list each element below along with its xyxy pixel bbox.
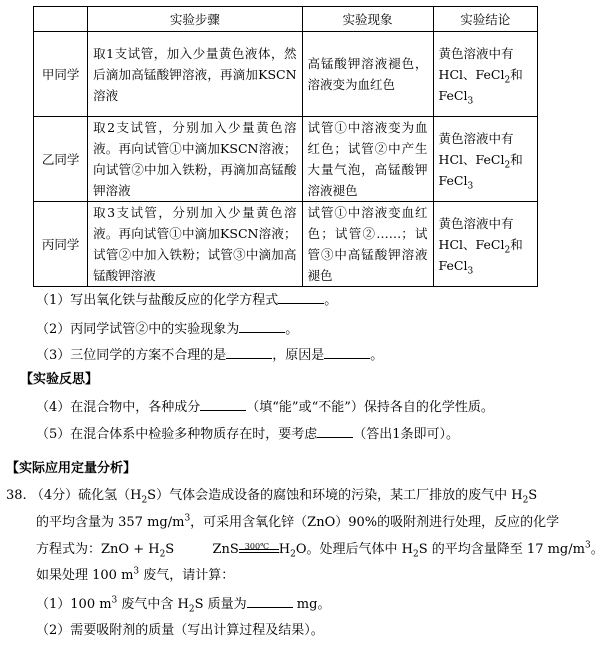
- problem-text: 方程式为：ZnO + H: [36, 542, 160, 557]
- conclusion-main: 黄色溶液中有: [438, 215, 514, 231]
- subscript: 2: [504, 245, 511, 255]
- equals-bars: [239, 549, 279, 553]
- subscript: 2: [522, 495, 529, 506]
- problem-text: ZnS: [212, 542, 239, 557]
- answer-blank[interactable]: [226, 344, 272, 359]
- answer-blank[interactable]: [247, 593, 293, 608]
- problem-text: 废气中含 H: [117, 597, 189, 612]
- table-header-row: [34, 7, 538, 32]
- subscript: 2: [413, 549, 419, 560]
- table-row: [34, 32, 538, 117]
- answer-blank[interactable]: [317, 423, 353, 438]
- question-text: （填“能”或“不能”）保持各自的化学性质。: [246, 400, 494, 415]
- problem-38-line-3: [36, 540, 604, 560]
- sub-question-2: [36, 621, 324, 641]
- answer-blank[interactable]: [324, 344, 370, 359]
- question-text: （4）在混合物中，各种成分: [36, 400, 201, 415]
- conclusion-fe: FeCl: [438, 257, 468, 273]
- phenomenon-cell: 高锰酸钾溶液褪色，溶液变为血红色: [302, 32, 433, 117]
- problem-text: S: [528, 488, 538, 503]
- reflection-title: 【实验反思】: [20, 372, 99, 387]
- answer-blank[interactable]: [278, 289, 324, 304]
- question-2: [36, 318, 298, 340]
- problem-text: 如果处理 100 m: [36, 568, 134, 583]
- problem-text: （4分）硫化氢（H: [30, 488, 142, 503]
- problem-38-line-4: [36, 566, 234, 586]
- problem-text: S: [165, 542, 175, 557]
- superscript: 3: [133, 566, 140, 577]
- problem-text: S 质量为: [194, 597, 247, 612]
- subscript: 2: [504, 160, 511, 170]
- conclusion-cell: [433, 32, 537, 117]
- problem-38-line-1: [6, 486, 537, 506]
- problem-38-line-2: [36, 513, 559, 533]
- question-text: （5）在混合体系中检验多种物质存在时，要考虑: [36, 427, 318, 442]
- question-end: 。: [370, 348, 384, 363]
- problem-text: mg。: [292, 597, 331, 612]
- conclusion-main: 黄色溶液中有: [438, 130, 514, 146]
- problem-text: （2）需要吸附剂的质量（写出计算过程及结果）。: [36, 623, 324, 638]
- subscript: 2: [159, 549, 166, 560]
- question-end: 。: [324, 293, 338, 308]
- subscript: 2: [141, 495, 148, 506]
- problem-text: 。: [590, 542, 604, 557]
- conclusion-cell: [433, 202, 537, 287]
- conclusion-hcl: HCl、FeCl: [438, 236, 505, 252]
- conclusion-main: 黄色溶液中有: [438, 45, 514, 61]
- table-row: [34, 202, 538, 287]
- subscript: 2: [504, 75, 511, 85]
- question-4: [36, 396, 494, 418]
- phenomenon-cell: 试管①中溶液变为血红色；试管②中产生大量气泡，高锰酸钾溶液褪色: [302, 117, 433, 202]
- table-row: [34, 117, 538, 202]
- steps-cell: 取3支试管，分别加入少量黄色溶液。再向试管①中滴加KSCN溶液；试管②中加入铁粉；试管③中滴加高锰酸钾溶液: [88, 202, 302, 287]
- subscript: 3: [467, 266, 474, 276]
- answer-blank[interactable]: [239, 318, 285, 333]
- student-name: 甲同学: [34, 32, 88, 117]
- reaction-condition: 300℃: [244, 541, 270, 551]
- subscript: 3: [467, 96, 474, 106]
- problem-text: O。处理后气体中 H: [295, 542, 414, 557]
- student-name: 乙同学: [34, 117, 88, 202]
- applied-title: 【实际应用定量分析】: [6, 461, 137, 476]
- answer-blank[interactable]: [200, 396, 246, 411]
- question-text: （1）写出氧化铁与盐酸反应的化学方程式: [36, 293, 279, 308]
- question-3: [36, 344, 383, 366]
- question-end: 。: [285, 322, 299, 337]
- conclusion-and: 和: [510, 236, 523, 252]
- problem-text: H: [278, 542, 291, 557]
- question-text: （答出1条即可）。: [353, 427, 460, 442]
- conclusion-and: 和: [510, 66, 523, 82]
- problem-text: 废气，请计算：: [139, 568, 235, 583]
- steps-cell: 取1支试管，加入少量黄色液体，然后滴加高锰酸钾溶液，再滴加KSCN溶液: [88, 32, 302, 117]
- header-empty: [34, 7, 88, 32]
- question-1: [36, 289, 337, 311]
- question-5: [36, 423, 459, 445]
- question-text: （3）三位同学的方案不合理的是: [36, 348, 227, 363]
- header-phenomenon: 实验现象: [302, 7, 433, 32]
- question-text: （2）丙同学试管②中的实验现象为: [36, 322, 240, 337]
- sub-question-1: [36, 593, 330, 615]
- conclusion-cell: [433, 117, 537, 202]
- problem-number: 38.: [6, 488, 27, 503]
- question-text: ，原因是: [272, 348, 325, 363]
- conclusion-hcl: HCl、FeCl: [438, 151, 505, 167]
- problem-text: （1）100 m: [36, 597, 112, 612]
- header-conclusion: 实验结论: [433, 7, 537, 32]
- problem-text: S 的平均含量降至 17 mg/m: [418, 542, 585, 557]
- experiment-table: [33, 6, 538, 287]
- problem-text: S）气体会造成设备的腐蚀和环境的污染，某工厂排放的废气中 H: [147, 488, 523, 503]
- superscript: 3: [584, 540, 591, 551]
- conclusion-fe: FeCl: [438, 87, 468, 103]
- subscript: 3: [467, 181, 474, 191]
- subscript: 2: [290, 549, 296, 560]
- student-name: 丙同学: [34, 202, 88, 287]
- superscript: 3: [111, 595, 118, 606]
- subscript: 2: [188, 604, 195, 615]
- conclusion-hcl: HCl、FeCl: [438, 66, 505, 82]
- conclusion-and: 和: [510, 151, 523, 167]
- phenomenon-cell: 试管①中溶液变血红色；试管②……；试管③中高锰酸钾溶液褪色: [302, 202, 433, 287]
- steps-cell: 取2支试管，分别加入少量黄色溶液。再向试管①中滴加KSCN溶液；向试管②中加入铁粉，再滴加高锰酸钾溶液: [88, 117, 302, 202]
- problem-text: 的平均含量为 357 mg/m: [36, 515, 185, 530]
- problem-text: ，可采用含氧化锌（ZnO）90%的吸附剂进行处理，反应的化学: [190, 515, 560, 530]
- superscript: 3: [184, 513, 191, 524]
- header-steps: 实验步骤: [88, 7, 302, 32]
- reaction-arrow: [239, 541, 279, 556]
- conclusion-fe: FeCl: [438, 172, 468, 188]
